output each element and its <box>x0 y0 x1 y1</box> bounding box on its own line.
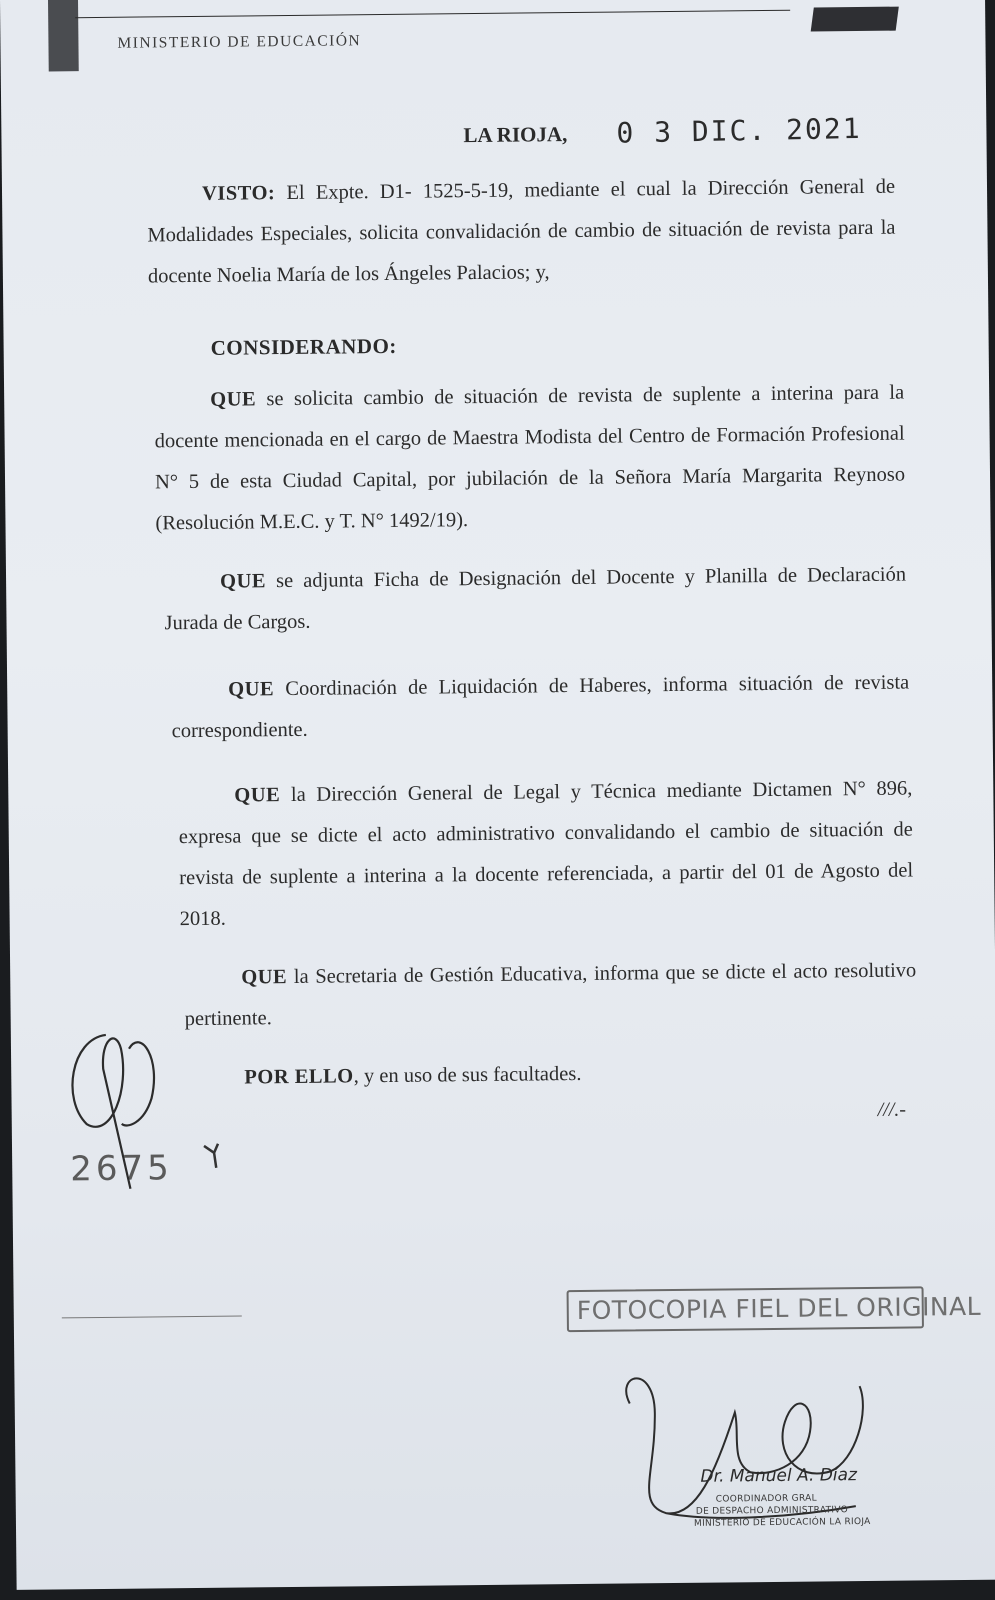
file-number: 2675 <box>70 1148 173 1190</box>
que-text: la Dirección General de Legal y Técnica mediante Dictamen N° 896, expresa que se dicte el acto administrativo convalidando el cambio de situación de revista de suplente a interina a la docente referenciada, a partir del 01 de Agosto del 2018. <box>178 777 914 931</box>
date-place: LA RIOJA, <box>463 122 568 148</box>
que-text: Coordinación de Liquidación de Haberes, informa situación de revista correspondiente. <box>171 671 910 743</box>
que-keyword: QUE <box>234 784 281 807</box>
por-ello-text: , y en uso de sus facultades. <box>353 1062 582 1088</box>
que-text: se solicita cambio de situación de revista de suplente a interina para la docente mencionada en el cargo de Maestra Modista del Centro de Formación Profesional N° 5 de esta Ciudad Capital, por jubilación de la Señora María Margarita Reynoso (Resolución M.E.C. y T. N° 1492/19). <box>154 381 906 535</box>
initials-mark <box>72 1034 155 1189</box>
date-stamp: 0 3 DIC. 2021 <box>616 111 862 150</box>
continuation-mark: ///.- <box>877 1098 907 1121</box>
que-keyword: QUE <box>210 388 257 411</box>
considerando-heading: CONSIDERANDO: <box>210 333 397 360</box>
small-check-mark <box>204 1144 218 1168</box>
por-ello-keyword: POR ELLO <box>244 1065 354 1089</box>
signatory-role-line: MINISTERIO DE EDUCACIÓN LA RIOJA <box>693 1516 871 1529</box>
que-keyword: QUE <box>241 966 288 989</box>
que-text: se adjunta Ficha de Designación del Docente y Planilla de Declaración Jurada de Cargos. <box>164 563 907 635</box>
que-text: la Secretaria de Gestión Educativa, informa que se dicte el acto resolutivo pertinente. <box>184 959 917 1031</box>
certified-copy-stamp: FOTOCOPIA FIEL DEL ORIGINAL <box>567 1286 924 1332</box>
visto-text: El Expte. D1- 1525-5-19, mediante el cual la Dirección General de Modalidades Especiales, solicita convalidación de cambio de situación de revista para la docente Noelia María de los Ángeles Palacios; y, <box>147 175 896 288</box>
signatory-role-line: COORDINADOR GRAL <box>715 1493 817 1505</box>
que-keyword: QUE <box>228 678 275 701</box>
ministry-header: MINISTERIO DE EDUCACIÓN <box>117 32 362 52</box>
visto-keyword: VISTO: <box>201 182 276 205</box>
que-keyword: QUE <box>219 570 267 593</box>
signatory-role-line: DE DESPACHO ADMINISTRATIVO <box>695 1505 849 1517</box>
signatory-name: Dr. Manuel A. Díaz <box>700 1465 858 1487</box>
